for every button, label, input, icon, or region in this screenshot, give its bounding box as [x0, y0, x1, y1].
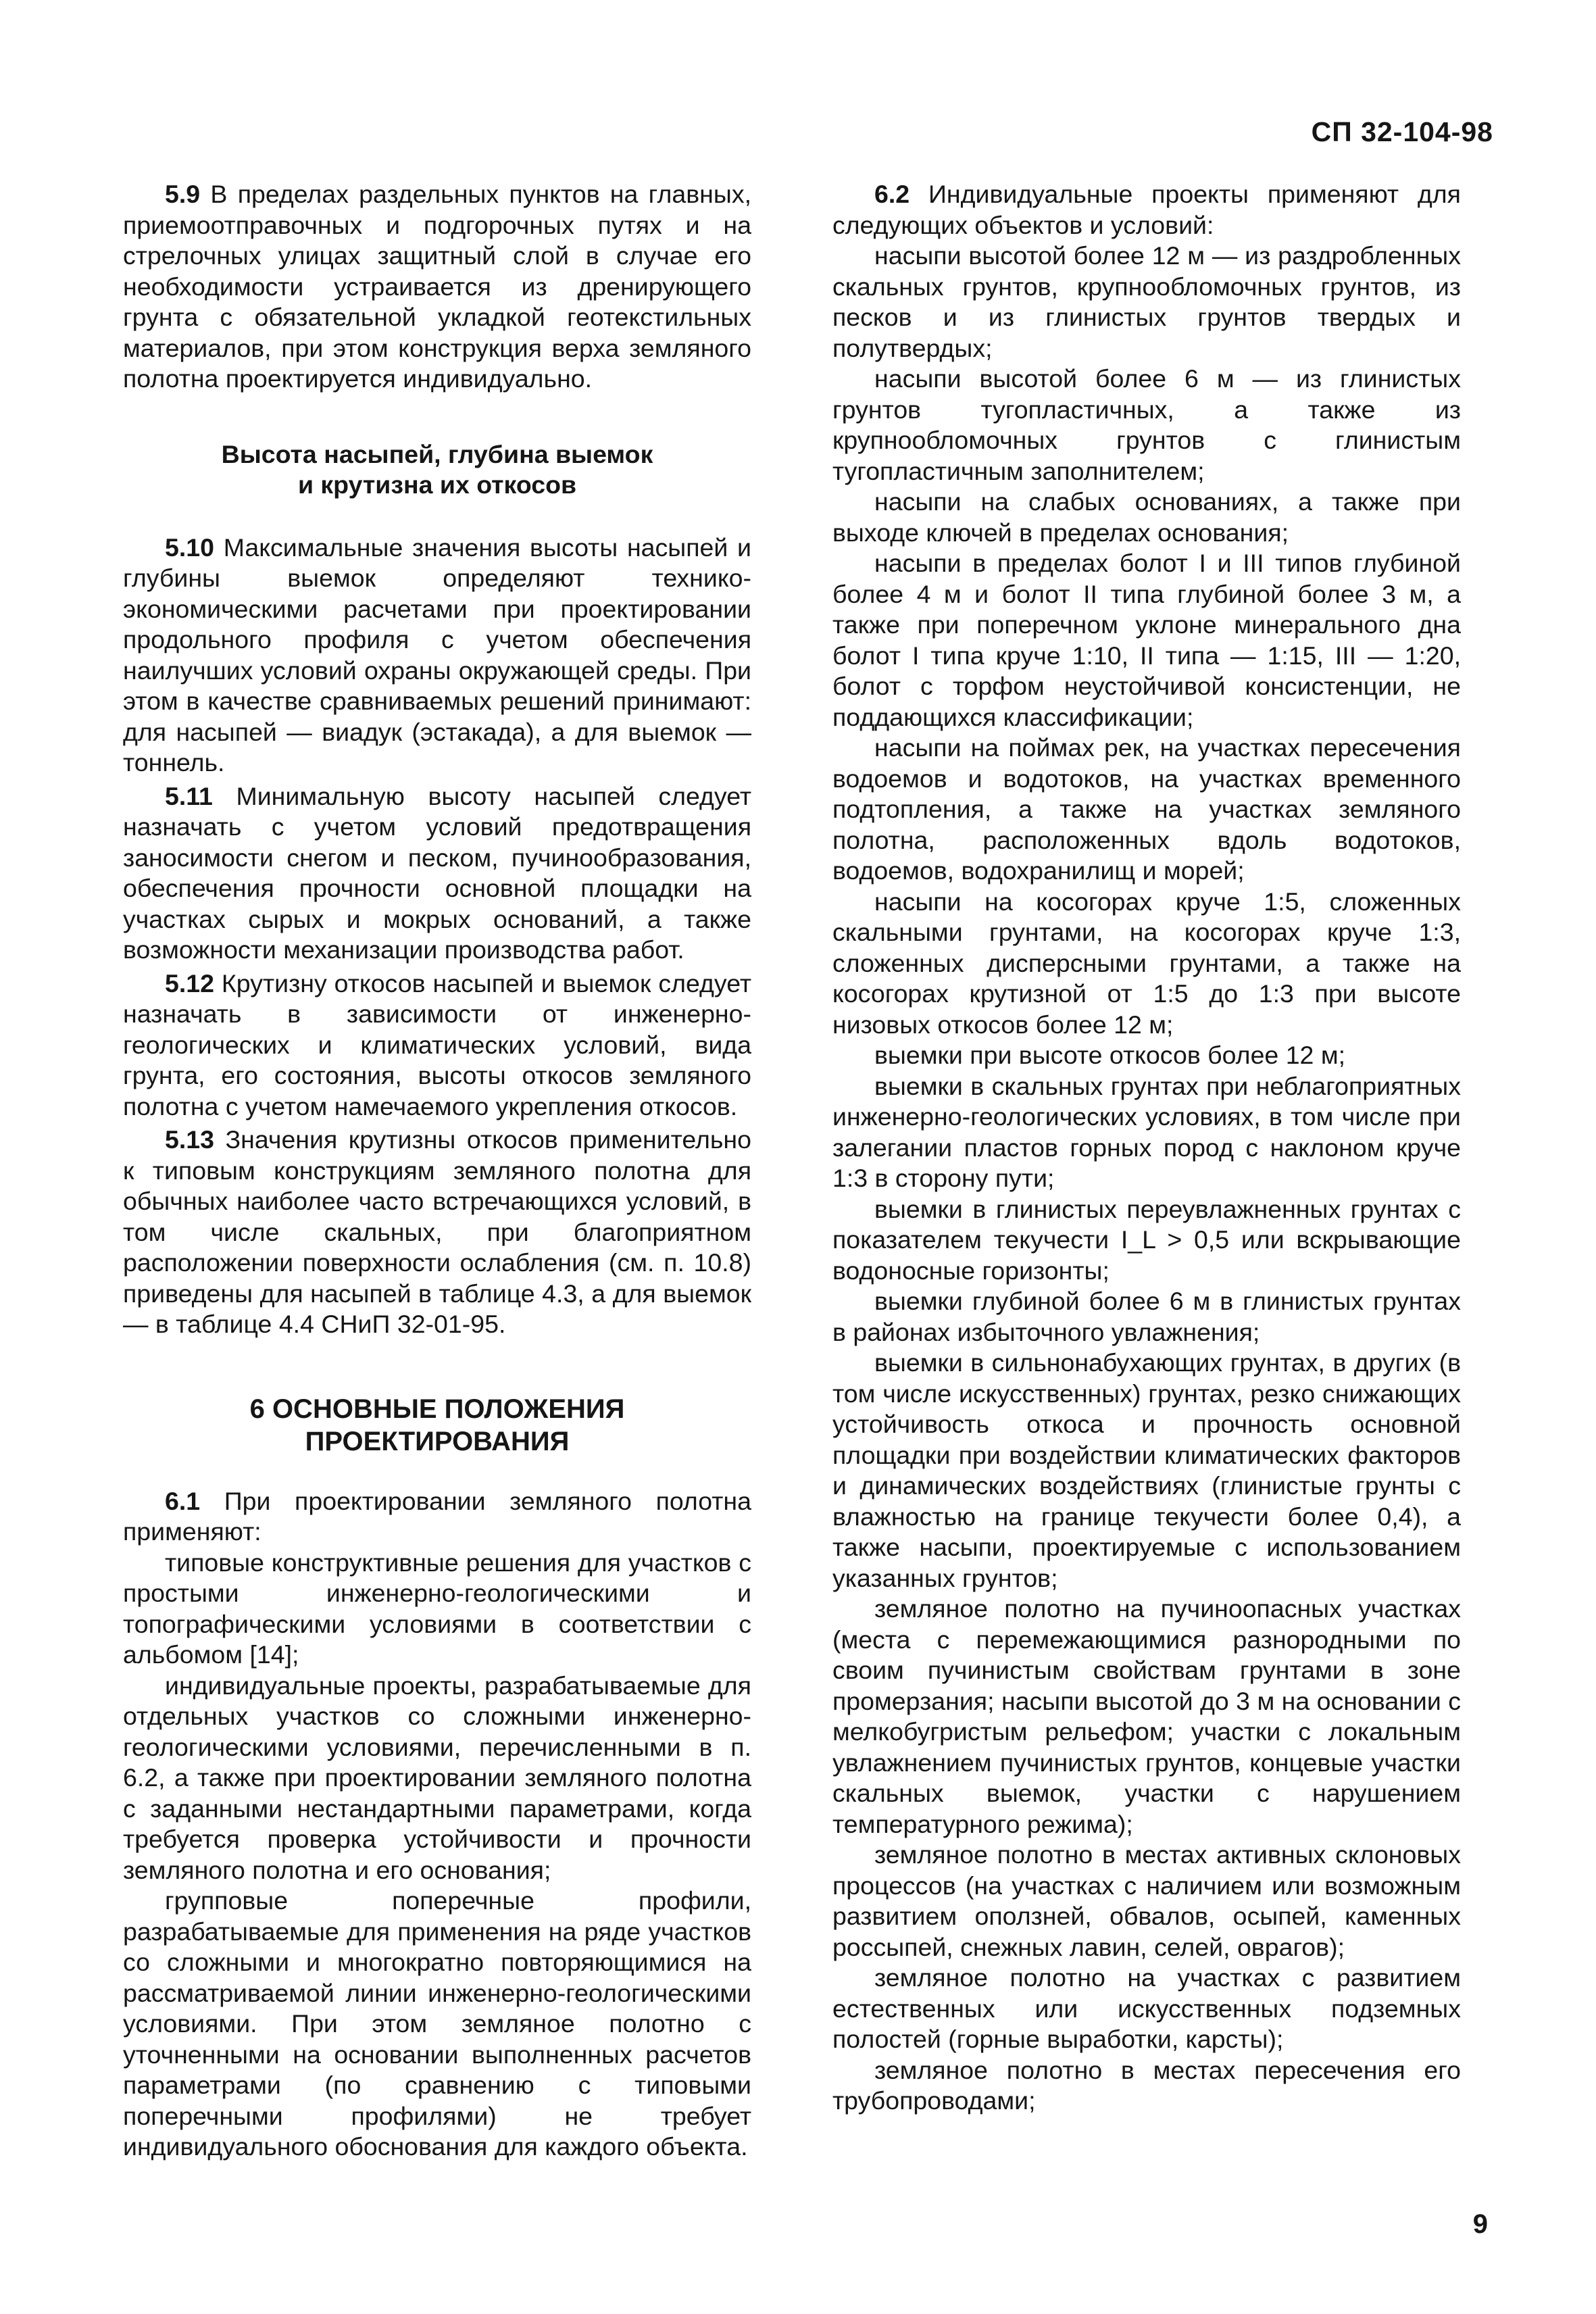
list-item: групповые поперечные профили, разрабатываемые для применения на ряде участков со сложными и многократно повторяющимися на рассматриваемой линии инженерно-геологическими условиями. При этом земляное полотно с уточненными на основании выполненных расчетов параметрами (по сравнению с типовыми поперечными профилями) не требует индивидуального обоснования для каждого объекта.: [123, 1886, 751, 2161]
clause-5-12: [123, 968, 751, 1123]
list-item: насыпи на косогорах круче 1:5, сложенных скальными грунтами, на косогорах круче 1:3, сложенных дисперсными грунтами, а также на косогорах крутизной от 1:5 до 1:3 при высоте низовых откосов более 12 м;: [832, 887, 1461, 1039]
section-heading-line: ПРОЕКТИРОВАНИЯ: [305, 1426, 570, 1456]
subsection-heading-line: Высота насыпей, глубина выемок: [221, 439, 653, 468]
list-item: выемки при высоте откосов более 12 м;: [874, 1041, 1346, 1069]
clause-text: При проектировании земляного полотна применяют:: [123, 1486, 751, 1546]
list-item: насыпи на поймах рек, на участках пересечения водоемов и водотоков, на участках временного подтопления, а также на участках земляного полотна, расположенных вдоль водотоков, водоемов, водохранилищ и морей;: [832, 733, 1461, 885]
clause-text: Индивидуальные проекты применяют для следующих объектов и условий:: [832, 180, 1461, 239]
list-item: насыпи высотой более 6 м — из глинистых грунтов тугопластичных, а также из крупнообломочных грунтов с глинистым тугопластичным заполнителем;: [832, 364, 1461, 485]
clause-number: 5.11: [165, 781, 213, 810]
list-item: насыпи на слабых основаниях, а также при выходе ключей в пределах основания;: [832, 487, 1461, 547]
section-heading-line: 6 ОСНОВНЫЕ ПОЛОЖЕНИЯ: [249, 1394, 625, 1424]
clause-number: 6.1: [165, 1486, 201, 1515]
list-item: земляное полотно на пучиноопасных участках (места с перемежающимися разнородными по своим пучинистым свойствам грунтами в зоне промерзания; насыпи высотой до 3 м на основании с мелкобугристым рельефом; участки с локальным увлажнением пучинистых грунтов, концевые участки скальных выемок, участки с нарушением температурного режима);: [832, 1594, 1461, 1838]
clause-number: 6.2: [874, 180, 910, 208]
clause-text: Максимальные значения высоты насыпей и глубины выемок определяют технико-экономическими расчетами при проектировании продольного профиля с учетом обеспечения наилучших условий охраны окружающей среды. При этом в качестве сравниваемых решений принимают: для насыпей — виадук (эстакада), а для выемок — тоннель.: [123, 533, 751, 777]
list-item: типовые конструктивные решения для участков с простыми инженерно-геологическими и топографическими условиями в соответствии с альбомом [14];: [123, 1548, 751, 1669]
clause-number: 5.10: [165, 533, 214, 562]
clause-6-1: [123, 1486, 751, 1548]
right-column: [832, 179, 1461, 2117]
clause-number: 5.13: [165, 1125, 214, 1154]
list-item: насыпи в пределах болот I и III типов глубиной более 4 м и болот II типа глубиной более 3 м, а также при поперечном уклоне минерального дна болот I типа круче 1:10, II типа — 1:15, III — 1:20, болот с торфом неустойчивой консистенции, не поддающихся классификации;: [832, 549, 1461, 731]
list-item: земляное полотно в местах активных склоновых процессов (на участках с наличием или возможным развитием оползней, обвалов, осыпей, каменных россыпей, снежных лавин, селей, оврагов);: [832, 1840, 1461, 1961]
clause-5-10: [123, 533, 751, 779]
clause-text: В пределах раздельных пунктов на главных, приемоотправочных и подгорочных путях и на стрелочных улицах защитный слой в случае его необходимости устраивается из дренирующего грунта с обязательной укладкой геотекстильных материалов, при этом конструкция верха земляного полотна проектируется индивидуально.: [123, 180, 751, 393]
clause-text: Крутизну откосов насыпей и выемок следует назначать в зависимости от инженерно-геологических и климатических условий, вида грунта, его состояния, высоты откосов земляного полотна с учетом намечаемого укрепления откосов.: [123, 968, 751, 1121]
clause-number: 5.12: [165, 968, 214, 998]
subsection-heading-line: и крутизна их откосов: [297, 470, 577, 499]
subsection-heading: [123, 439, 751, 500]
clause-text: Значения крутизны откосов применительно к типовым конструкциям земляного полотна для обычных наиболее часто встречающихся условий, в том числе скальных, при благоприятном расположении поверхности ослабления (см. п. 10.8) приведены для насыпей в таблице 4.3, а для выемок — в таблице 4.4 СНиП 32-01-95.: [123, 1125, 751, 1338]
list-item: насыпи высотой более 12 м — из раздробленных скальных грунтов, крупнообломочных грунтов, из песков и из глинистых грунтов твердых и полутвердых;: [832, 241, 1461, 362]
clause-5-9: [123, 179, 751, 395]
clause-text: Минимальную высоту насыпей следует назначать с учетом условий предотвращения заносимости снегом и песком, пучинообразования, обеспечения прочности основной площадки на участках сырых и мокрых оснований, а также возможности механизации производства работ.: [123, 781, 751, 964]
section-heading: [123, 1393, 751, 1458]
list-item: земляное полотно на участках с развитием естественных или искусственных подземных полостей (горные выработки, карсты);: [832, 1963, 1461, 2053]
list-item: индивидуальные проекты, разрабатываемые для отдельных участков со сложными инженерно-геологическими условиями, перечисленными в п. 6.2, а также при проектировании земляного полотна с заданными нестандартными параметрами, когда требуется проверка устойчивости и прочности земляного полотна и его основания;: [123, 1671, 751, 1884]
clause-6-2: [832, 179, 1461, 241]
clause-number: 5.9: [165, 180, 201, 208]
list-item: выемки в глинистых переувлажненных грунтах с показателем текучести I_L > 0,5 или вскрывающие водоносные горизонты;: [832, 1194, 1461, 1285]
left-column: [123, 179, 751, 2163]
page-number: 9: [1472, 2209, 1488, 2239]
list-item: выемки в скальных грунтах при неблагоприятных инженерно-геологических условиях, в том числе при залегании пластов горных пород с наклоном круче 1:3 в сторону пути;: [832, 1071, 1461, 1192]
list-item: земляное полотно в местах пересечения его трубопроводами;: [832, 2055, 1461, 2115]
clause-5-11: [123, 781, 751, 966]
list-item: выемки в сильнонабухающих грунтах, в других (в том числе искусственных) грунтах, резко снижающих устойчивость откоса и прочность основной площадки при воздействии климатических факторов и динамических воздействиях (глинистые грунты с влажностью на границе текучести более 0,4), а также насыпи, проектируемые с использованием указанных грунтов;: [832, 1348, 1461, 1592]
clause-5-13: [123, 1125, 751, 1340]
document-code: СП 32-104-98: [1311, 116, 1493, 147]
list-item: выемки глубиной более 6 м в глинистых грунтах в районах избыточного увлажнения;: [832, 1287, 1461, 1346]
